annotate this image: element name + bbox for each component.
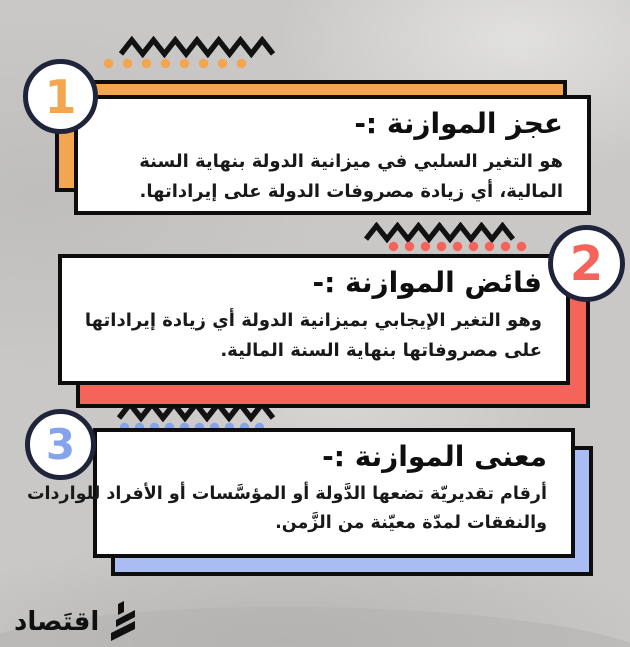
body-line: أرقام تقديريّة تضعها الدَّولة أو المؤسَّسات أو الأفراد للواردات (26, 484, 547, 505)
card-panel (58, 254, 570, 385)
dots-row (388, 241, 532, 252)
dots-row (103, 58, 255, 69)
card-panel (74, 95, 591, 215)
number-badge (548, 225, 625, 302)
number-label: 2 (569, 235, 604, 292)
card-body (26, 480, 547, 537)
number-badge (23, 59, 98, 134)
number-label: 1 (44, 69, 77, 124)
body-line: هو التغير السلبي في ميزانية الدولة بنهاية السنة (139, 151, 563, 173)
card-title: عجز الموازنة :- (354, 107, 563, 140)
brand-logo (14, 601, 137, 643)
body-line: وهو التغير الإيجابي بميزانية الدولة أي زيادة إيراداتها (84, 310, 542, 332)
number-label: 3 (45, 420, 76, 469)
card-body (76, 306, 542, 365)
number-badge (25, 409, 96, 480)
body-line: على مصروفاتها بنهاية السنة المالية. (220, 339, 542, 361)
iqtisad-logo-icon (108, 601, 137, 643)
body-line: والنفقات لمدّة معيّنة من الزَّمن. (275, 512, 547, 533)
card-panel (26, 428, 575, 558)
card-body (92, 147, 563, 206)
card-title: فائض الموازنة :- (312, 266, 542, 299)
zigzag-icon (362, 222, 517, 243)
card-title: معنى الموازنة :- (322, 440, 547, 473)
brand-name: اقتَصاد (14, 607, 100, 637)
zigzag-icon (118, 36, 276, 58)
body-line: المالية، أي زيادة مصروفات الدولة على إيراداتها. (139, 180, 563, 202)
